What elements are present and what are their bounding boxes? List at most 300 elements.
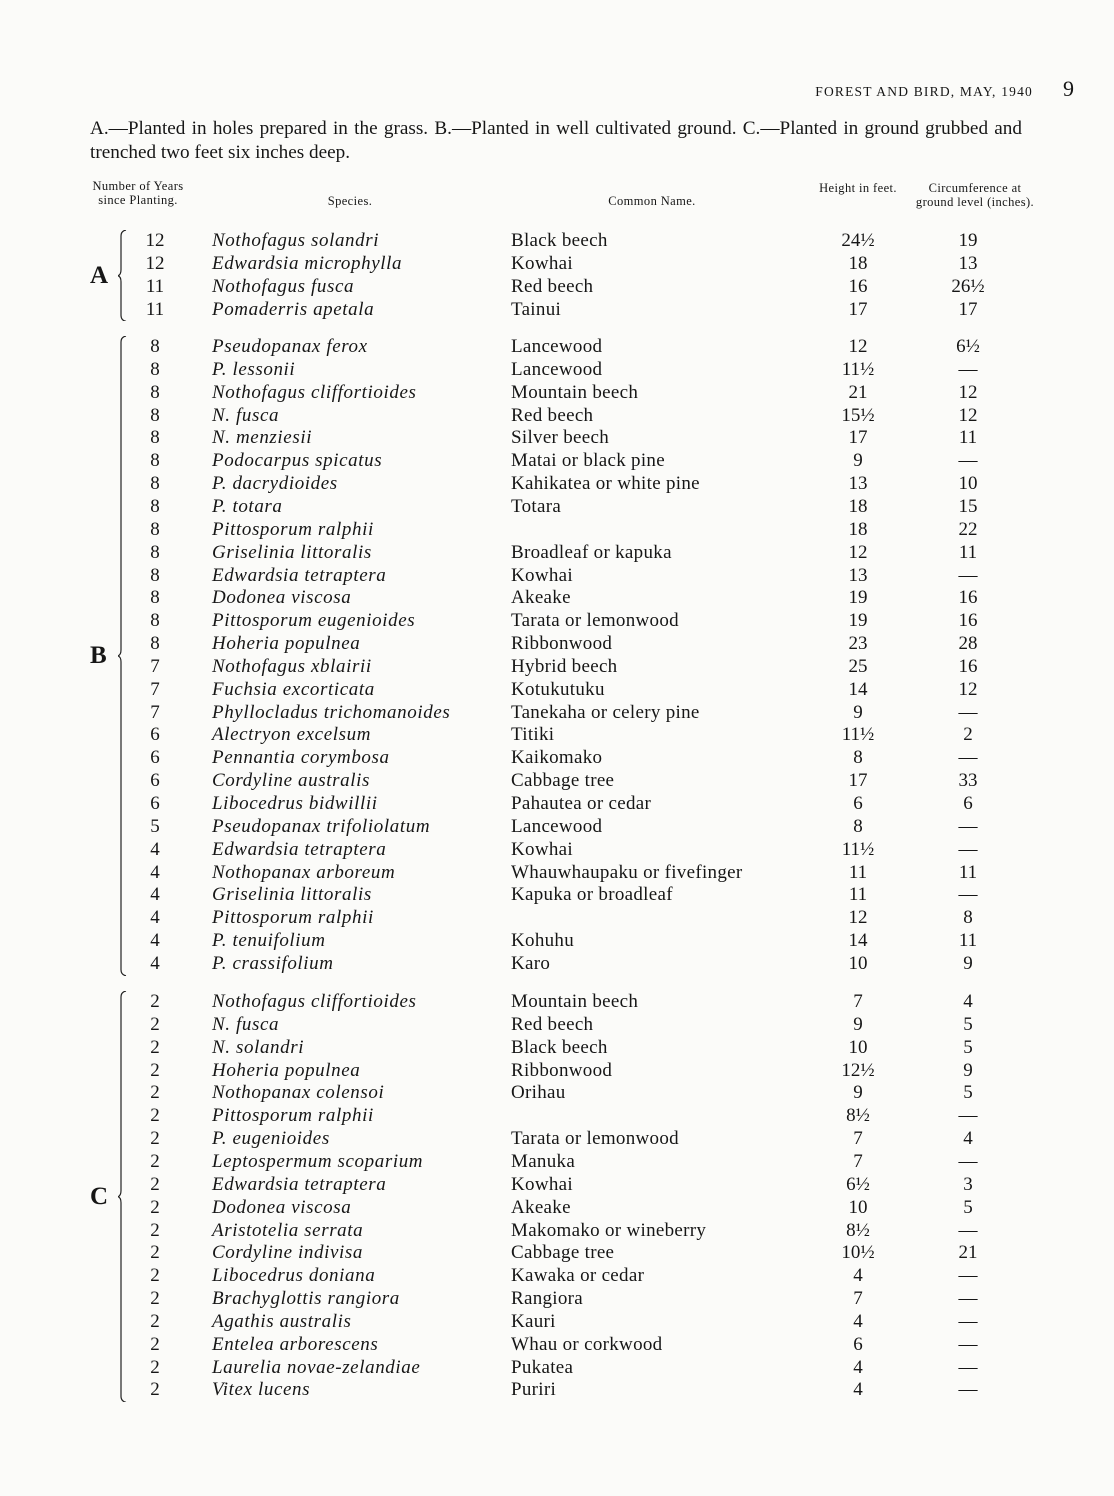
circumference-cell: — [958, 564, 978, 586]
height-cell: 7 [853, 1150, 863, 1172]
table-row [0, 1173, 1114, 1196]
table-row [0, 1264, 1114, 1287]
circumference-cell: 9 [963, 1059, 973, 1081]
height-cell: 6 [853, 1333, 863, 1355]
table-row [0, 792, 1114, 815]
species-cell: P. crassifolium [212, 952, 334, 974]
species-cell: P. tenuifolium [212, 930, 326, 952]
species-cell: Phyllocladus trichomanoides [212, 701, 451, 723]
circumference-cell: 12 [958, 381, 978, 403]
years-cell: 2 [150, 1082, 160, 1104]
years-cell: 12 [145, 252, 165, 274]
circumference-cell: 22 [958, 518, 978, 540]
species-cell: Aristotelia serrata [212, 1219, 364, 1241]
common-name-cell: Black beech [511, 230, 608, 251]
species-cell: Edwardsia microphylla [212, 252, 403, 274]
circumference-cell: — [958, 1356, 978, 1378]
table-row [0, 564, 1114, 587]
circumference-cell: 5 [963, 1082, 973, 1104]
table-row [0, 746, 1114, 769]
years-cell: 8 [150, 404, 160, 426]
height-cell: 14 [848, 930, 868, 952]
table-row [0, 1287, 1114, 1310]
years-cell: 2 [150, 1173, 160, 1195]
table-row [0, 929, 1114, 952]
years-cell: 2 [150, 1356, 160, 1378]
height-cell: 13 [848, 473, 868, 495]
height-cell: 11½ [841, 838, 875, 860]
common-name-cell: Karo [511, 952, 551, 974]
height-cell: 12 [848, 336, 868, 357]
common-name-cell: Red beech [511, 404, 594, 426]
height-cell: 6½ [846, 1173, 870, 1195]
species-cell: Pomaderris apetala [212, 298, 375, 320]
table-row [0, 586, 1114, 609]
circumference-cell: 5 [963, 1013, 973, 1035]
table-row [0, 1196, 1114, 1219]
height-cell: 21 [848, 381, 868, 403]
circumference-cell: 5 [963, 1036, 973, 1058]
species-cell: N. fusca [212, 1013, 280, 1035]
height-cell: 9 [853, 1013, 863, 1035]
species-cell: Podocarpus spicatus [212, 450, 383, 472]
species-cell: Dodonea viscosa [212, 1196, 352, 1218]
table-row [0, 381, 1114, 404]
years-cell: 2 [150, 1288, 160, 1310]
species-cell: P. eugenioides [212, 1128, 330, 1150]
species-cell: Dodonea viscosa [212, 587, 352, 609]
common-name-cell: Whauwhaupaku or fivefinger [511, 861, 743, 883]
years-cell: 6 [150, 793, 160, 814]
common-name-cell: Kowhai [511, 564, 573, 586]
table-row [0, 1127, 1114, 1150]
species-cell: Nothopanax arboreum [212, 861, 396, 883]
circumference-cell: 2 [963, 724, 973, 746]
common-name-cell: Kapuka or broadleaf [511, 884, 673, 906]
years-cell: 7 [150, 701, 160, 723]
circumference-cell: 13 [958, 252, 978, 274]
common-name-cell: Broadleaf or kapuka [511, 541, 672, 563]
common-name-column-header: Common Name. [608, 194, 696, 208]
height-cell: 4 [853, 1310, 863, 1332]
years-cell: 4 [150, 907, 160, 929]
height-cell: 24½ [841, 230, 875, 251]
common-name-cell: Matai or black pine [511, 450, 665, 472]
common-name-cell: Ribbonwood [511, 633, 613, 655]
years-cell: 8 [150, 564, 160, 586]
circumference-column-header: Circumference at ground level (inches). [915, 181, 1035, 209]
table-row [0, 1081, 1114, 1104]
species-cell: N. solandri [212, 1036, 305, 1058]
table-row [0, 1333, 1114, 1356]
years-cell: 8 [150, 473, 160, 495]
table-row [0, 404, 1114, 427]
height-cell: 11½ [841, 358, 875, 380]
table-row [0, 990, 1114, 1013]
common-name-cell: Pahautea or cedar [511, 793, 652, 814]
common-name-cell: Makomako or wineberry [511, 1219, 707, 1241]
table-row [0, 1241, 1114, 1264]
species-cell: Agathis australis [212, 1310, 352, 1332]
species-cell: Pittosporum ralphii [212, 907, 374, 929]
circumference-cell: — [958, 815, 978, 837]
circumference-cell: 4 [963, 1128, 973, 1150]
common-name-cell: Kowhai [511, 838, 573, 860]
species-cell: Pittosporum ralphii [212, 518, 374, 540]
circumference-cell: — [958, 1150, 978, 1172]
common-name-cell: Red beech [511, 275, 594, 297]
circumference-cell: — [958, 1265, 978, 1287]
common-name-cell: Mountain beech [511, 381, 639, 403]
species-cell: Hoheria populnea [212, 1059, 361, 1081]
common-name-cell: Lancewood [511, 815, 603, 837]
circumference-cell: — [958, 1288, 978, 1310]
group-letter: B [90, 641, 107, 669]
table-row [0, 723, 1114, 746]
table-row [0, 298, 1114, 321]
years-cell: 2 [150, 1105, 160, 1127]
years-cell: 7 [150, 678, 160, 700]
species-cell: Nothofagus cliffortioides [212, 381, 417, 403]
circumference-cell: 6 [963, 793, 973, 814]
circumference-cell: 3 [963, 1173, 973, 1195]
table-row [0, 1036, 1114, 1059]
species-cell: Pseudopanax trifoliolatum [212, 815, 431, 837]
species-cell: Nothofagus fusca [212, 275, 355, 297]
years-cell: 8 [150, 358, 160, 380]
height-cell: 17 [848, 770, 868, 792]
years-cell: 8 [150, 633, 160, 655]
circumference-cell: 21 [958, 1242, 978, 1264]
common-name-cell: Kauri [511, 1310, 556, 1332]
table-row [0, 358, 1114, 381]
species-cell: Hoheria populnea [212, 633, 361, 655]
circumference-cell: 16 [958, 610, 978, 632]
common-name-cell: Rangiora [511, 1288, 584, 1310]
circumference-cell: 15 [958, 495, 978, 517]
species-cell: Brachyglottis rangiora [212, 1288, 400, 1310]
species-cell: Pittosporum ralphii [212, 1105, 374, 1127]
circumference-cell: — [958, 1379, 978, 1401]
common-name-cell: Manuka [511, 1150, 576, 1172]
common-name-cell: Orihau [511, 1082, 566, 1104]
circumference-cell: — [958, 884, 978, 906]
circumference-cell: 26½ [951, 275, 985, 297]
years-cell: 2 [150, 991, 160, 1012]
common-name-cell: Tainui [511, 298, 562, 320]
height-cell: 17 [848, 298, 868, 320]
height-cell: 17 [848, 427, 868, 449]
table-row [0, 678, 1114, 701]
height-cell: 10½ [841, 1242, 875, 1264]
common-name-cell: Kahikatea or white pine [511, 473, 700, 495]
intro-paragraph: A.—Planted in holes prepared in the grass. B.—Planted in well cultivated ground. C.—Planted in ground grubbed and trenched two feet six inches deep. [90, 118, 1022, 163]
circumference-cell: — [958, 1105, 978, 1127]
table-row [0, 1219, 1114, 1242]
species-cell: Vitex lucens [212, 1379, 311, 1401]
height-cell: 18 [848, 252, 868, 274]
table-row [0, 1378, 1114, 1401]
table-row [0, 335, 1114, 358]
years-cell: 2 [150, 1219, 160, 1241]
species-cell: Edwardsia tetraptera [212, 838, 387, 860]
common-name-cell: Akeake [511, 587, 571, 609]
table-row [0, 1059, 1114, 1082]
species-cell: Fuchsia excorticata [212, 678, 375, 700]
height-cell: 10 [848, 1196, 868, 1218]
table-row [0, 1150, 1114, 1173]
circumference-cell: 9 [963, 952, 973, 974]
species-cell: Edwardsia tetraptera [212, 1173, 387, 1195]
species-cell: P. lessonii [212, 358, 296, 380]
years-cell: 2 [150, 1128, 160, 1150]
table-row [0, 472, 1114, 495]
height-cell: 8 [853, 747, 863, 769]
species-cell: Laurelia novae-zelandiae [212, 1356, 421, 1378]
circumference-cell: 10 [958, 473, 978, 495]
height-cell: 11 [848, 861, 868, 883]
years-cell: 4 [150, 952, 160, 974]
table-row [0, 655, 1114, 678]
group-letter: A [90, 261, 109, 289]
running-header [815, 76, 1074, 102]
height-cell: 6 [853, 793, 863, 814]
years-cell: 8 [150, 381, 160, 403]
species-cell: Pittosporum eugenioides [212, 610, 416, 632]
height-cell: 7 [853, 1288, 863, 1310]
table-row [0, 1104, 1114, 1127]
common-name-cell: Hybrid beech [511, 655, 618, 677]
table-row [0, 1310, 1114, 1333]
group-letter: C [90, 1182, 109, 1210]
species-cell: Entelea arborescens [212, 1333, 379, 1355]
years-cell: 2 [150, 1013, 160, 1035]
height-cell: 9 [853, 701, 863, 723]
circumference-cell: 17 [958, 298, 978, 320]
years-cell: 6 [150, 724, 160, 746]
years-cell: 5 [150, 815, 160, 837]
common-name-cell: Kowhai [511, 252, 573, 274]
common-name-cell: Mountain beech [511, 991, 639, 1012]
height-cell: 16 [848, 275, 868, 297]
height-cell: 12½ [841, 1059, 875, 1081]
circumference-cell: 11 [958, 930, 978, 952]
species-cell: Pseudopanax ferox [212, 336, 368, 357]
table-row [0, 426, 1114, 449]
circumference-cell: 12 [958, 678, 978, 700]
height-cell: 9 [853, 1082, 863, 1104]
common-name-cell: Silver beech [511, 427, 610, 449]
circumference-cell: 11 [958, 541, 978, 563]
height-cell: 4 [853, 1265, 863, 1287]
circumference-cell: 28 [958, 633, 978, 655]
common-name-cell: Akeake [511, 1196, 571, 1218]
species-cell: Griselinia littoralis [212, 884, 372, 906]
years-cell: 8 [150, 495, 160, 517]
table-row [0, 252, 1114, 275]
height-cell: 19 [848, 610, 868, 632]
height-cell: 23 [848, 633, 868, 655]
years-cell: 2 [150, 1379, 160, 1401]
table-row [0, 518, 1114, 541]
circumference-cell: 6½ [956, 336, 980, 357]
height-cell: 19 [848, 587, 868, 609]
years-cell: 7 [150, 655, 160, 677]
common-name-cell: Kaikomako [511, 747, 603, 769]
table-row [0, 861, 1114, 884]
height-cell: 4 [853, 1379, 863, 1401]
page-number: 9 [1063, 76, 1074, 101]
years-cell: 2 [150, 1150, 160, 1172]
table-row [0, 952, 1114, 975]
circumference-cell: 16 [958, 587, 978, 609]
height-cell: 7 [853, 1128, 863, 1150]
years-cell: 8 [150, 587, 160, 609]
table-row [0, 275, 1114, 298]
common-name-cell: Kawaka or cedar [511, 1265, 645, 1287]
table-row [0, 701, 1114, 724]
height-cell: 8 [853, 815, 863, 837]
years-cell: 12 [145, 230, 165, 251]
height-cell: 10 [848, 952, 868, 974]
years-cell: 8 [150, 450, 160, 472]
years-cell: 2 [150, 1333, 160, 1355]
common-name-cell: Lancewood [511, 358, 603, 380]
circumference-cell: 33 [958, 770, 978, 792]
years-cell: 4 [150, 930, 160, 952]
species-cell: Nothofagus cliffortioides [212, 991, 417, 1012]
table-row [0, 541, 1114, 564]
years-cell: 8 [150, 336, 160, 357]
common-name-cell: Ribbonwood [511, 1059, 613, 1081]
height-column-header: Height in feet. [819, 181, 897, 195]
common-name-cell: Cabbage tree [511, 770, 615, 792]
table-row [0, 229, 1114, 252]
years-cell: 4 [150, 838, 160, 860]
common-name-cell: Black beech [511, 1036, 608, 1058]
common-name-cell: Tanekaha or celery pine [511, 701, 700, 723]
circumference-cell: — [958, 701, 978, 723]
years-cell: 6 [150, 747, 160, 769]
height-cell: 8½ [846, 1219, 870, 1241]
species-cell: Nothopanax colensoi [212, 1082, 385, 1104]
years-cell: 11 [145, 298, 165, 320]
years-cell: 4 [150, 861, 160, 883]
species-cell: Alectryon excelsum [212, 724, 372, 746]
table-row [0, 1356, 1114, 1379]
species-cell: N. fusca [212, 404, 280, 426]
species-cell: Cordyline australis [212, 770, 370, 792]
common-name-cell: Kohuhu [511, 930, 575, 952]
circumference-cell: — [958, 747, 978, 769]
years-cell: 2 [150, 1242, 160, 1264]
species-cell: Griselinia littoralis [212, 541, 372, 563]
height-cell: 25 [848, 655, 868, 677]
circumference-cell: — [958, 358, 978, 380]
table-row [0, 838, 1114, 861]
years-cell: 2 [150, 1036, 160, 1058]
circumference-cell: — [958, 1310, 978, 1332]
circumference-cell: — [958, 838, 978, 860]
height-cell: 15½ [841, 404, 875, 426]
years-cell: 11 [145, 275, 165, 297]
species-cell: Edwardsia tetraptera [212, 564, 387, 586]
circumference-cell: — [958, 1333, 978, 1355]
table-row [0, 1013, 1114, 1036]
common-name-cell: Red beech [511, 1013, 594, 1035]
circumference-cell: 4 [963, 991, 973, 1012]
years-cell: 2 [150, 1196, 160, 1218]
height-cell: 12 [848, 541, 868, 563]
table-row [0, 769, 1114, 792]
common-name-cell: Totara [511, 495, 562, 517]
height-cell: 14 [848, 678, 868, 700]
circumference-cell: 16 [958, 655, 978, 677]
common-name-cell: Kowhai [511, 1173, 573, 1195]
height-cell: 18 [848, 518, 868, 540]
table-row [0, 815, 1114, 838]
species-cell: Pennantia corymbosa [212, 747, 390, 769]
height-cell: 10 [848, 1036, 868, 1058]
common-name-cell: Puriri [511, 1379, 557, 1401]
species-cell: P. totara [212, 495, 283, 517]
years-cell: 2 [150, 1265, 160, 1287]
common-name-cell: Whau or corkwood [511, 1333, 663, 1355]
species-cell: Libocedrus bidwillii [212, 793, 378, 814]
species-cell: Nothofagus solandri [212, 230, 380, 251]
circumference-cell: 5 [963, 1196, 973, 1218]
table-row [0, 495, 1114, 518]
years-column-header: Number of Years since Planting. [92, 179, 184, 207]
circumference-cell: — [958, 450, 978, 472]
height-cell: 18 [848, 495, 868, 517]
species-cell: Cordyline indivisa [212, 1242, 363, 1264]
common-name-cell: Kotukutuku [511, 678, 605, 700]
height-cell: 4 [853, 1356, 863, 1378]
years-cell: 2 [150, 1059, 160, 1081]
table-row [0, 906, 1114, 929]
table-row [0, 449, 1114, 472]
years-cell: 8 [150, 518, 160, 540]
circumference-cell: — [958, 1219, 978, 1241]
years-cell: 4 [150, 884, 160, 906]
height-cell: 9 [853, 450, 863, 472]
table-row [0, 632, 1114, 655]
years-cell: 8 [150, 610, 160, 632]
circumference-cell: 11 [958, 861, 978, 883]
common-name-cell: Titiki [511, 724, 555, 746]
years-cell: 8 [150, 541, 160, 563]
height-cell: 11 [848, 884, 868, 906]
common-name-cell: Tarata or lemonwood [511, 610, 679, 632]
height-cell: 12 [848, 907, 868, 929]
common-name-cell: Cabbage tree [511, 1242, 615, 1264]
species-cell: Leptospermum scoparium [212, 1150, 424, 1172]
height-cell: 13 [848, 564, 868, 586]
circumference-cell: 19 [958, 230, 978, 251]
species-column-header: Species. [327, 194, 373, 208]
height-cell: 7 [853, 991, 863, 1012]
common-name-cell: Pukatea [511, 1356, 574, 1378]
years-cell: 6 [150, 770, 160, 792]
common-name-cell: Tarata or lemonwood [511, 1128, 679, 1150]
height-cell: 8½ [846, 1105, 870, 1127]
circumference-cell: 8 [963, 907, 973, 929]
running-title: FOREST AND BIRD, MAY, 1940 [815, 84, 1033, 99]
species-cell: N. menziesii [212, 427, 313, 449]
species-cell: P. dacrydioides [212, 473, 338, 495]
species-cell: Libocedrus doniana [212, 1265, 376, 1287]
